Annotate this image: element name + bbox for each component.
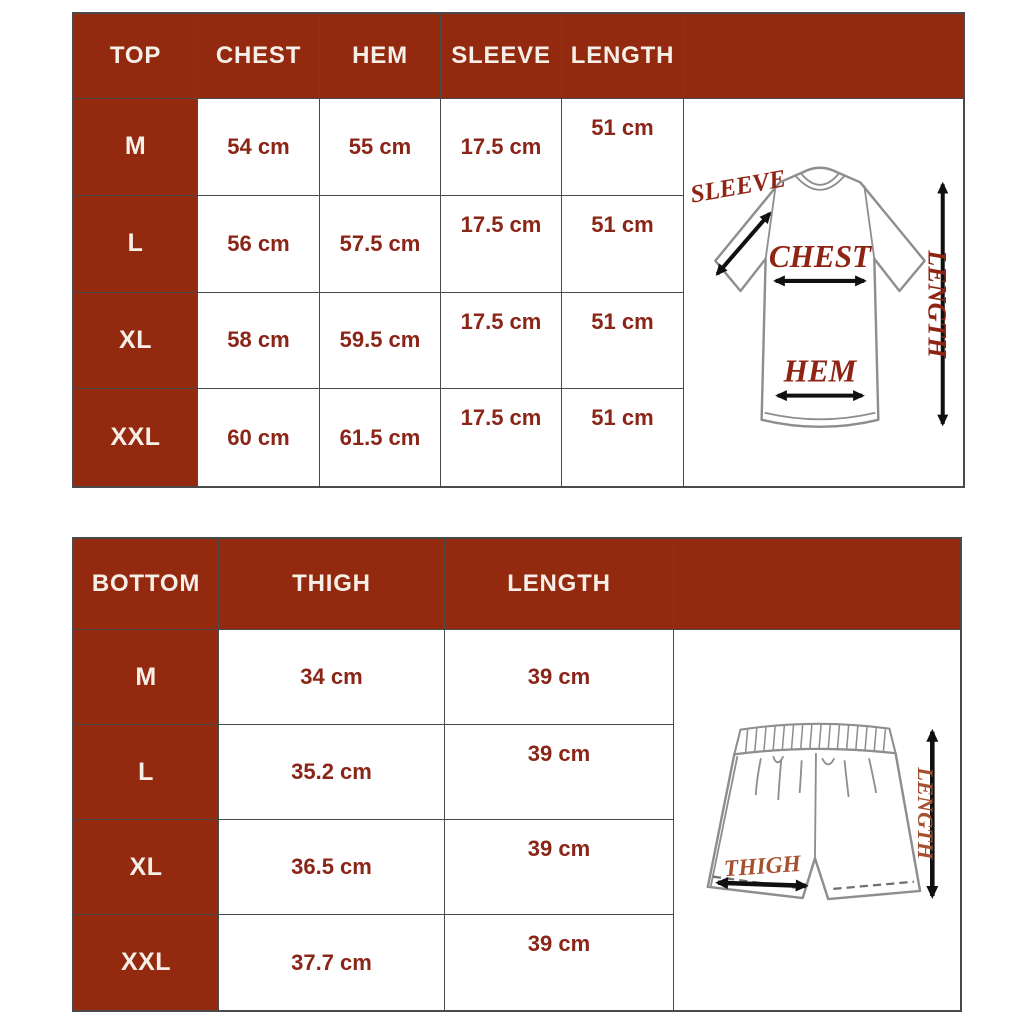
top-row-m-hem: 55 cm [320,99,441,196]
top-row-xxl-length: 51 cm [562,389,684,486]
top-header-top: TOP [74,14,198,99]
top-row-xxl-chest: 60 cm [198,389,320,486]
shorts-diagram [689,695,945,945]
top-row-xl-size: XL [74,293,198,390]
sleeve-label: SLEEVE [687,164,788,209]
bottom-row-m-thigh: 34 cm [219,630,445,725]
top-row-xxl-hem: 61.5 cm [320,389,441,486]
bottom-header-thigh: THIGH [219,539,445,630]
tshirt-diagram [687,132,961,454]
top-header-sleeve: SLEEVE [441,14,562,99]
top-header-length: LENGTH [562,14,684,99]
bottom-header-length: LENGTH [445,539,674,630]
tshirt-diagram-cell [684,99,963,486]
bottom-row-l-size: L [74,725,219,820]
top-row-m-sleeve: 17.5 cm [441,99,562,196]
bottom-size-table [72,537,962,1012]
bottom-row-xl-length: 39 cm [445,820,674,915]
top-header-chest: CHEST [198,14,320,99]
thigh-label: THIGH [723,850,802,883]
top-row-xl-length: 51 cm [562,293,684,390]
bottom-header-spacer [674,539,960,630]
bottom-row-l-thigh: 35.2 cm [219,725,445,820]
top-row-xl-sleeve: 17.5 cm [441,293,562,390]
tshirt-length-label: LENGTH [922,249,952,358]
bottom-row-xl-thigh: 36.5 cm [219,820,445,915]
top-row-l-size: L [74,196,198,293]
thigh-arrow-icon [718,883,806,886]
bottom-row-xxl-size: XXL [74,915,219,1010]
top-header-hem: HEM [320,14,441,99]
bottom-row-m-length: 39 cm [445,630,674,725]
shorts-diagram-cell [674,630,960,1010]
top-row-m-size: M [74,99,198,196]
top-row-xl-hem: 59.5 cm [320,293,441,390]
top-row-l-chest: 56 cm [198,196,320,293]
chest-label: CHEST [768,238,871,274]
bottom-row-xl-size: XL [74,820,219,915]
shorts-length-label: LENGTH [913,767,939,860]
top-row-m-length: 51 cm [562,99,684,196]
bottom-row-l-length: 39 cm [445,725,674,820]
top-row-l-length: 51 cm [562,196,684,293]
top-row-xxl-size: XXL [74,389,198,486]
top-row-xl-chest: 58 cm [198,293,320,390]
bottom-row-xxl-thigh: 37.7 cm [219,915,445,1010]
bottom-row-xxl-length: 39 cm [445,915,674,1010]
top-row-xxl-sleeve: 17.5 cm [441,389,562,486]
top-row-l-sleeve: 17.5 cm [441,196,562,293]
bottom-header-bottom: BOTTOM [74,539,219,630]
top-row-m-chest: 54 cm [198,99,320,196]
bottom-row-m-size: M [74,630,219,725]
top-size-table [72,12,965,488]
top-row-l-hem: 57.5 cm [320,196,441,293]
top-header-spacer [684,14,963,99]
hem-label: HEM [783,353,856,389]
